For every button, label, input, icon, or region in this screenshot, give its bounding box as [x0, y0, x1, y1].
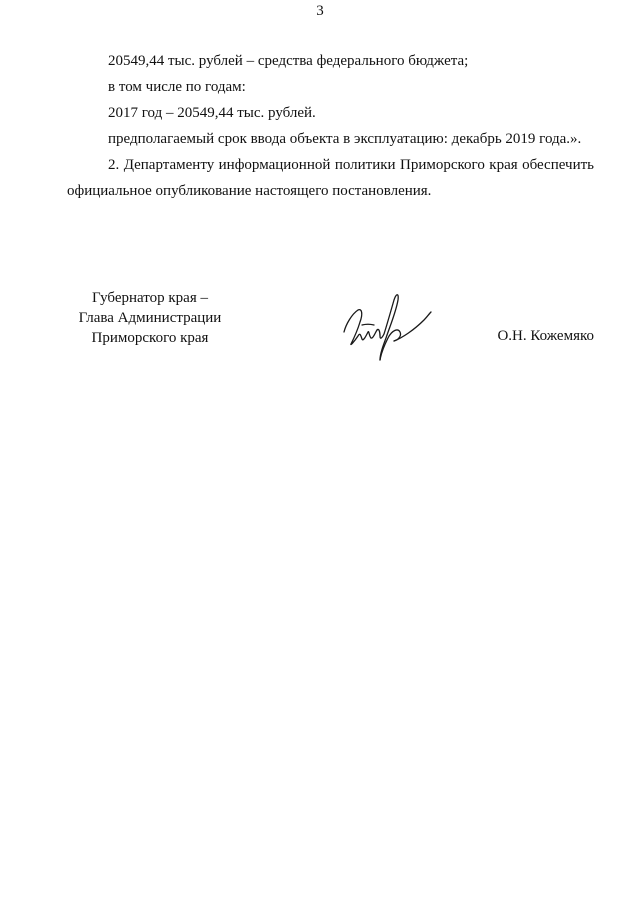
signer-title-line-1: Губернатор края – — [92, 290, 208, 306]
paragraph-year-2017: 2017 год – 20549,44 тыс. рублей. — [108, 105, 316, 121]
paragraph-by-years: в том числе по годам: — [108, 79, 246, 95]
document-body — [67, 48, 594, 204]
handwritten-signature-icon — [336, 284, 436, 364]
signer-title-line-3: Приморского края — [91, 330, 209, 346]
paragraph-commissioning-date: предполагаемый срок ввода объекта в эксплуатацию: декабрь 2019 года.». — [108, 131, 582, 147]
signature-block — [0, 288, 640, 378]
paragraph-federal-budget: 20549,44 тыс. рублей – средства федерального бюджета; — [108, 53, 469, 69]
page-number: 3 — [316, 3, 324, 19]
paragraph-publication-order: 2. Департаменту информационной политики Приморского края обеспечить официальное опубликование настоящего постановления. — [67, 157, 594, 199]
signer-name: О.Н. Кожемяко — [497, 328, 594, 344]
signer-title-line-2: Глава Администрации — [78, 310, 222, 326]
signer-title — [60, 288, 240, 348]
